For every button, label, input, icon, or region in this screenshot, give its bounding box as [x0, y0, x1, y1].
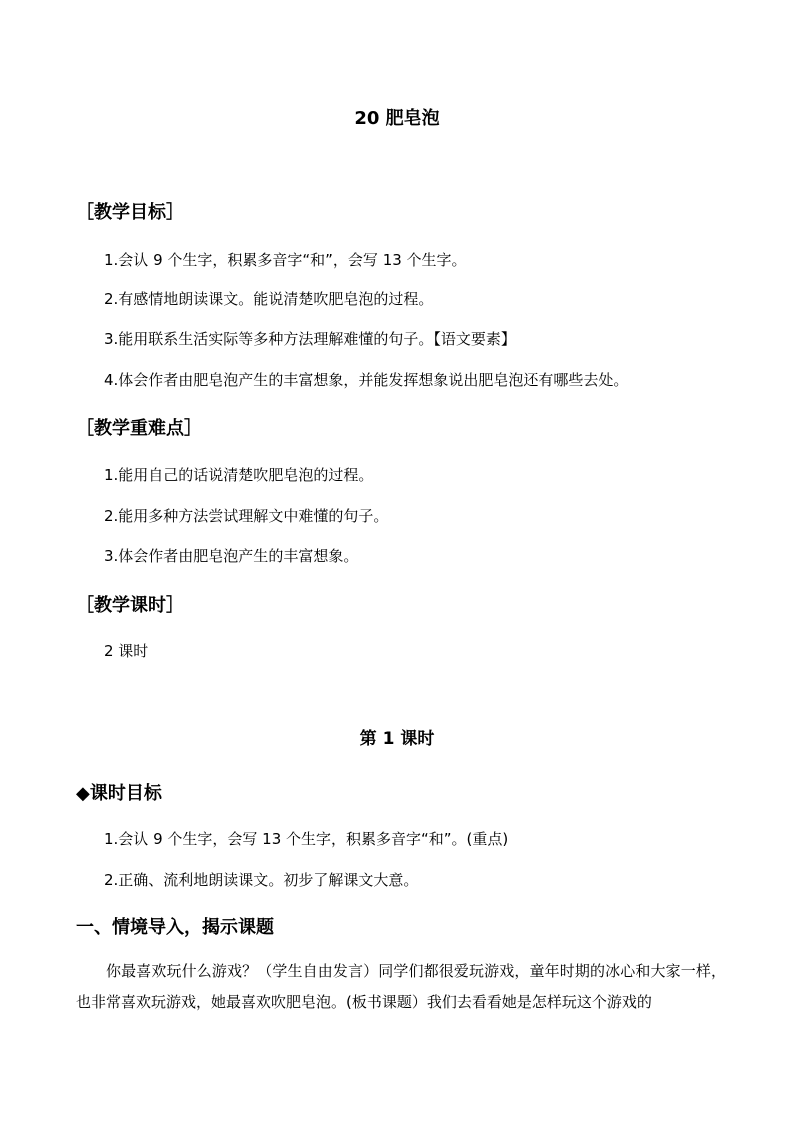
hours-value: 2 课时: [104, 642, 149, 660]
lesson1-subtitle: 第 1 课时: [359, 729, 435, 749]
goal-item-3: 3.能用联系生活实际等多种方法理解难懂的句子。【语文要素】: [104, 330, 516, 348]
key-point-item-2: 2.能用多种方法尝试理解文中难懂的句子。: [104, 507, 389, 525]
lesson1-goal-item-1: 1.会认 9 个生字，会写 13 个生字，积累多音字“和”。(重点): [104, 830, 509, 848]
lesson1-goal-item-2: 2.正确、流利地朗读课文。初步了解课文大意。: [104, 871, 419, 889]
goal-item-1: 1.会认 9 个生字，积累多音字“和”，会写 13 个生字。: [104, 251, 467, 269]
goal-item-2: 2.有感情地朗读课文。能说清楚吹肥皂泡的过程。: [104, 290, 434, 308]
key-point-item-3: 3.体会作者由肥皂泡产生的丰富想象。: [104, 547, 359, 565]
goals-heading: ［教学目标］: [76, 202, 184, 223]
lesson1-goal-heading: ◆课时目标: [76, 783, 162, 804]
goal-item-4: 4.体会作者由肥皂泡产生的丰富想象，并能发挥想象说出肥皂泡还有哪些去处。: [104, 371, 629, 389]
key-points-heading: ［教学重难点］: [76, 418, 202, 439]
hours-heading: ［教学课时］: [76, 595, 184, 616]
section1-paragraph: 你最喜欢玩什么游戏？（学生自由发言）同学们都很爱玩游戏，童年时期的冰心和大家一样，也非常喜欢玩游戏，她最喜欢吹肥皂泡。(板书课题）我们去看看她是怎样玩这个游戏的: [76, 962, 726, 1011]
section1-heading: 一、情境导入，揭示课题: [76, 917, 274, 938]
key-point-item-1: 1.能用自己的话说清楚吹肥皂泡的过程。: [104, 466, 374, 484]
document-title: 20 肥皂泡: [354, 108, 440, 129]
